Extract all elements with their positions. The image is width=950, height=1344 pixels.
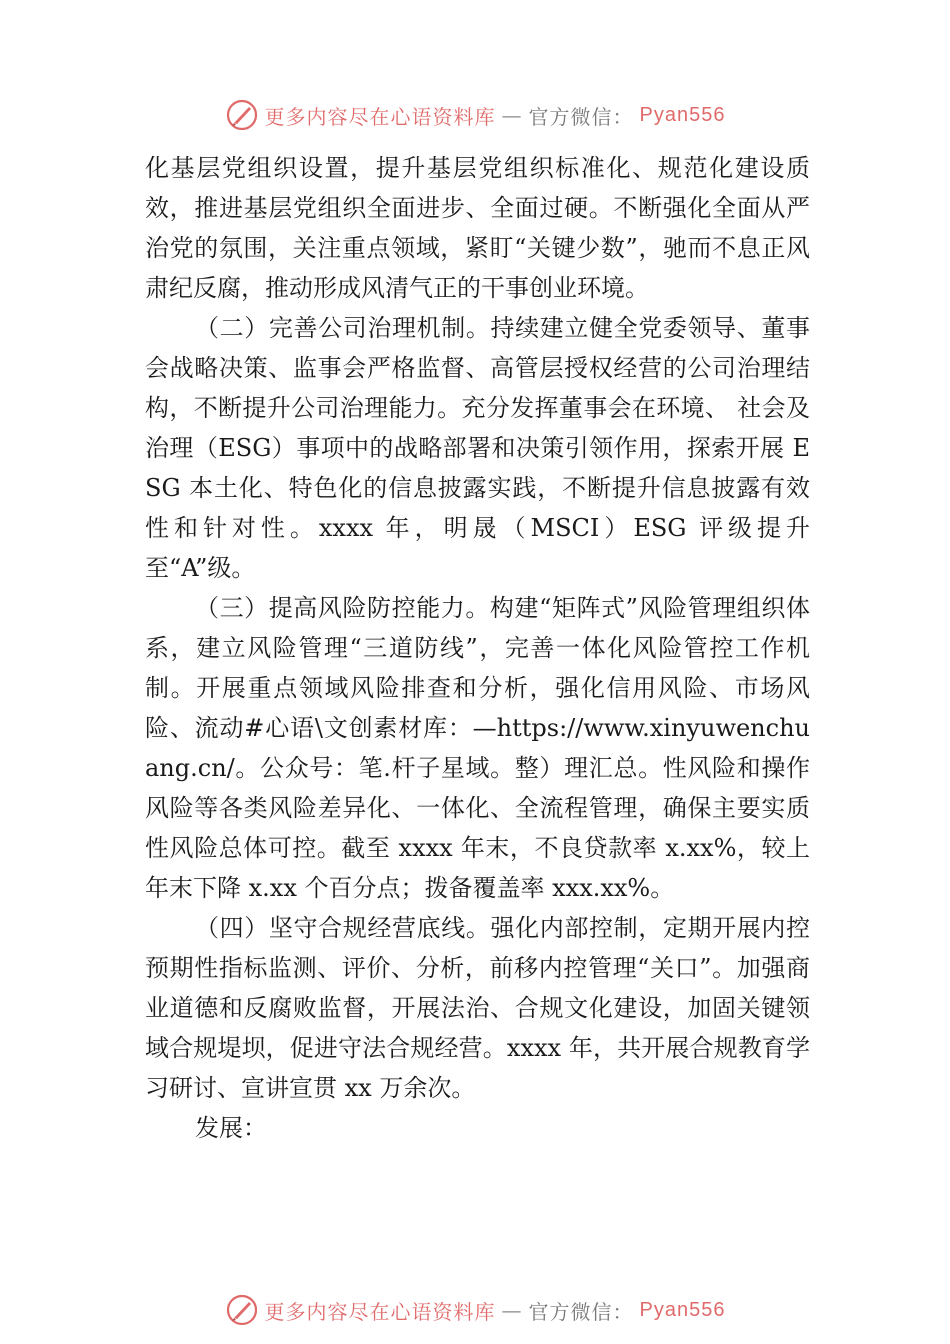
header-watermark bbox=[0, 95, 950, 135]
paragraph-intro-continued: 化基层党组织设置，提升基层党组织标准化、规范化建设质效，推进基层党组织全面进步、全面过硬。不断强化全面从严治党的氛围，关注重点领域，紧盯“关键少数”，驰而不息正风肃纪反腐，推动形成风清气正的干事创业环境。 bbox=[145, 154, 810, 302]
paragraph-risk-control: （三）提高风险防控能力。构建“矩阵式”风险管理组织体系，建立风险管理“三道防线”，完善一体化风险管控工作机制。开展重点领域风险排查和分析，强化信用风险、市场风险、流动#心语\文创素材库：—https://www.xinyuwenchuang.cn/。公众号：笔.杆子星域。整）理汇总。性风险和操作风险等各类风险差异化、一体化、全流程管理，确保主要实质性风险总体可控。截至 xxxx 年末，不良贷款率 x.xx%，较上年末下降 x.xx 个百分点；拨备覆盖率 xxx.xx%。 bbox=[145, 594, 810, 902]
watermark-wechat-id: Pyan556 bbox=[639, 103, 726, 126]
watermark-site: 更多内容尽在心语资料库 bbox=[264, 1299, 496, 1324]
watermark-separator: — bbox=[501, 103, 523, 127]
paragraph-compliance: （四）坚守合规经营底线。强化内部控制，定期开展内控预期性指标监测、评价、分析，前移内控管理“关口”。加强商业道德和反腐败监督，开展法治、合规文化建设，加固关键领域合规堤坝，促进守法合规经营。xxxx 年，共开展合规教育学习研讨、宣讲宣贯 xx 万余次。 bbox=[145, 914, 810, 1102]
watermark-label: 官方微信： bbox=[528, 1299, 634, 1324]
watermark-site: 更多内容尽在心语资料库 bbox=[264, 104, 496, 129]
document-body bbox=[145, 148, 810, 1148]
watermark-separator: — bbox=[501, 1298, 523, 1322]
quill-logo-icon bbox=[225, 1293, 259, 1327]
paragraph-governance: （二）完善公司治理机制。持续建立健全党委领导、董事会战略决策、监事会严格监督、高管层授权经营的公司治理结构，不断提升公司治理能力。充分发挥董事会在环境、 社会及治理（ESG）事项中的战略部署和决策引领作用，探索开展 ESG 本土化、特色化的信息披露实践，不断提升信息披露有效性和针对性。xxxx 年，明晟（MSCI）ESG 评级提升至“A”级。 bbox=[145, 314, 810, 582]
watermark-label: 官方微信： bbox=[528, 104, 634, 129]
footer-watermark bbox=[0, 1290, 950, 1330]
paragraph-development-heading: 发展： bbox=[195, 1114, 267, 1142]
watermark-wechat-id: Pyan556 bbox=[639, 1298, 726, 1321]
quill-logo-icon bbox=[225, 98, 259, 132]
